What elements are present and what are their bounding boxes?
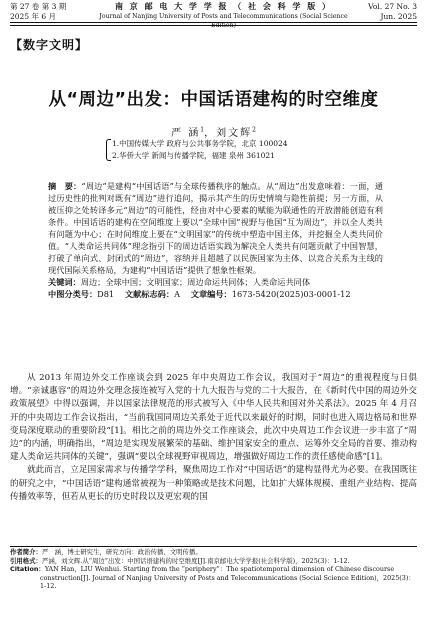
body-text: [10, 372, 417, 504]
clc-value: D81: [97, 289, 115, 299]
cite-text: 严涵，刘文辉.从“周边”出发：中国话语建构的时空维度[J].南京邮电大学学报(社会科学版)，2025(3)：1-12.: [41, 556, 350, 565]
keywords-text: 周边；全球中国；文明国家；周边命运共同体；人类命运共同体: [80, 277, 311, 287]
clc-label: 中图分类号：: [48, 289, 98, 299]
abstract-block: [48, 180, 383, 300]
author-name: 严 涵: [171, 128, 201, 139]
author-affil-mark: 2: [252, 126, 256, 134]
doc-code-value: A: [174, 289, 180, 299]
doc-code-label: 文献标志码：: [124, 289, 175, 299]
author-affil-mark: 1: [200, 126, 205, 134]
cite-label: 引用格式：: [10, 556, 42, 565]
issue-date-en: Jun. 2025: [380, 12, 417, 21]
citation-text: YAN Han，LIU Wenhui. Starting from the “periphery”：The spatiotemporal dimension of Chinese discourse construction[J]. Journal of Nanjing University of Posts and Telecommunications (Social Science Edition)，2025(3)：1-12.: [40, 565, 415, 591]
citation-en: [10, 565, 417, 591]
abstract: [48, 180, 383, 276]
volume-info: [10, 2, 66, 22]
section-label: 【数字文明】: [10, 38, 89, 52]
volume-issue: 第 27 卷 第 3 期: [10, 2, 67, 11]
bio-text: 严 涵，博士研究生，研究方向：政治传播、文明传播。: [41, 548, 202, 556]
body-paragraph: 从 2013 年周边外交工作座谈会到 2025 年中央周边工作会议，我国对于“周边”的重视程度与日俱增。“亲诚惠容”的周边外交理念接连被写入党的十九大报告与党的二十大报告，在《新时代中国的周边外交政策展望》中得以强调，并以国家法律规范的形式被写入《中华人民共和国对外关系法》。2025 年 4 月召开的中央周边工作会议指出，“当前我国同周边关系处于近代以来最好的时期，同时也进入周边格局和世界变局深度联动的重要阶段”[1]。相比之前的周边外交工作座谈会，此次中央周边工作会议进一步丰富了“周边”的内涵，明确指出，“周边是实现发展繁荣的基础、维护国家安全的重点、运筹外交全局的首要、推动构建人类命运共同体的关键”，强调“要以全球视野审视周边，增强做好周边工作的责任感使命感”[1]。: [10, 373, 417, 463]
affiliations: [112, 138, 288, 162]
author-bio: [10, 548, 417, 557]
citation-cn: [10, 557, 417, 566]
journal-name-en: Journal of Nanjing University of Posts and Telecommunications (Social Science Edition): [99, 13, 348, 29]
issue-date: 2025 年 6 月: [10, 12, 57, 21]
body-paragraph: 就此而言，立足国家需求与传播学学科，聚焦周边工作对“中国话语”的建构显得尤为必要。在我国既往的研究之中，“中国话语”建构通常被视为一种策略或是技术问题，比如扩大媒体规模、重组产业结构、提高传播效率等，但若从更长的历史时段以及更宏观的国: [10, 465, 417, 502]
affiliation-brace: [106, 139, 111, 161]
author-line: [0, 124, 427, 139]
abstract-label: 摘 要：: [48, 181, 82, 191]
header-rule-thick: [10, 22, 417, 23]
article-title: 从“周边”出发：中国话语建构的时空维度: [48, 90, 379, 110]
affiliation: 1.中国传媒大学 政府与公共事务学院，北京 100024: [112, 139, 288, 148]
abstract-text: “周边”是建构“中国话语”与全球传播秩序的触点。从“周边”出发意味着：一面，通过历史性的批判对既有“周边”进行追问，揭示其产生的历史情境与隐性前提；另一方面，从被压抑之处转译多元“周边”的可能性，经由对中心要素的赋能为联通性的开放潜能创造有利条件。中国话语的建构在空间维度上要以“全球中国”视野与他国“互为周边”，并以全人类共有问题为中心；在时间维度上要在“文明国家”的传统中塑造中国主体，并挖掘全人类共同价值。“人类命运共同体”理念指引下的周边话语实践为解决全人类共有问题贡献了中国智慧，打破了单向式、封闭式的“周边”，容纳并且超越了以民族国家为主体、以竞合关系为主线的现代国际关系格局，为建构“中国话语”提供了想象性框架。: [48, 181, 383, 275]
volume-info-en: [368, 2, 417, 22]
citation-label: Citation：: [10, 565, 45, 574]
keywords-label: 关键词：: [48, 277, 81, 287]
author-name: 刘文辉: [216, 128, 253, 139]
article-number-label: 文章编号：: [190, 289, 232, 299]
journal-name-cn: 南 京 邮 电 大 学 学 报 （ 社 会 科 学 版 ）: [115, 2, 332, 11]
author-separator: ，: [204, 128, 217, 139]
footnotes: [10, 548, 417, 591]
article-number-value: 1673-5420(2025)03-0001-12: [231, 289, 351, 299]
bio-label: 作者简介：: [10, 548, 42, 556]
header-rule-thin: [10, 25, 417, 26]
keywords: [48, 276, 383, 288]
volume-issue-en: Vol. 27 No. 3: [368, 2, 417, 11]
footnote-rule: [10, 546, 417, 547]
classification-line: [48, 288, 383, 300]
affiliation: 2.华侨大学 新闻与传播学院，福建 泉州 361021: [112, 151, 275, 160]
